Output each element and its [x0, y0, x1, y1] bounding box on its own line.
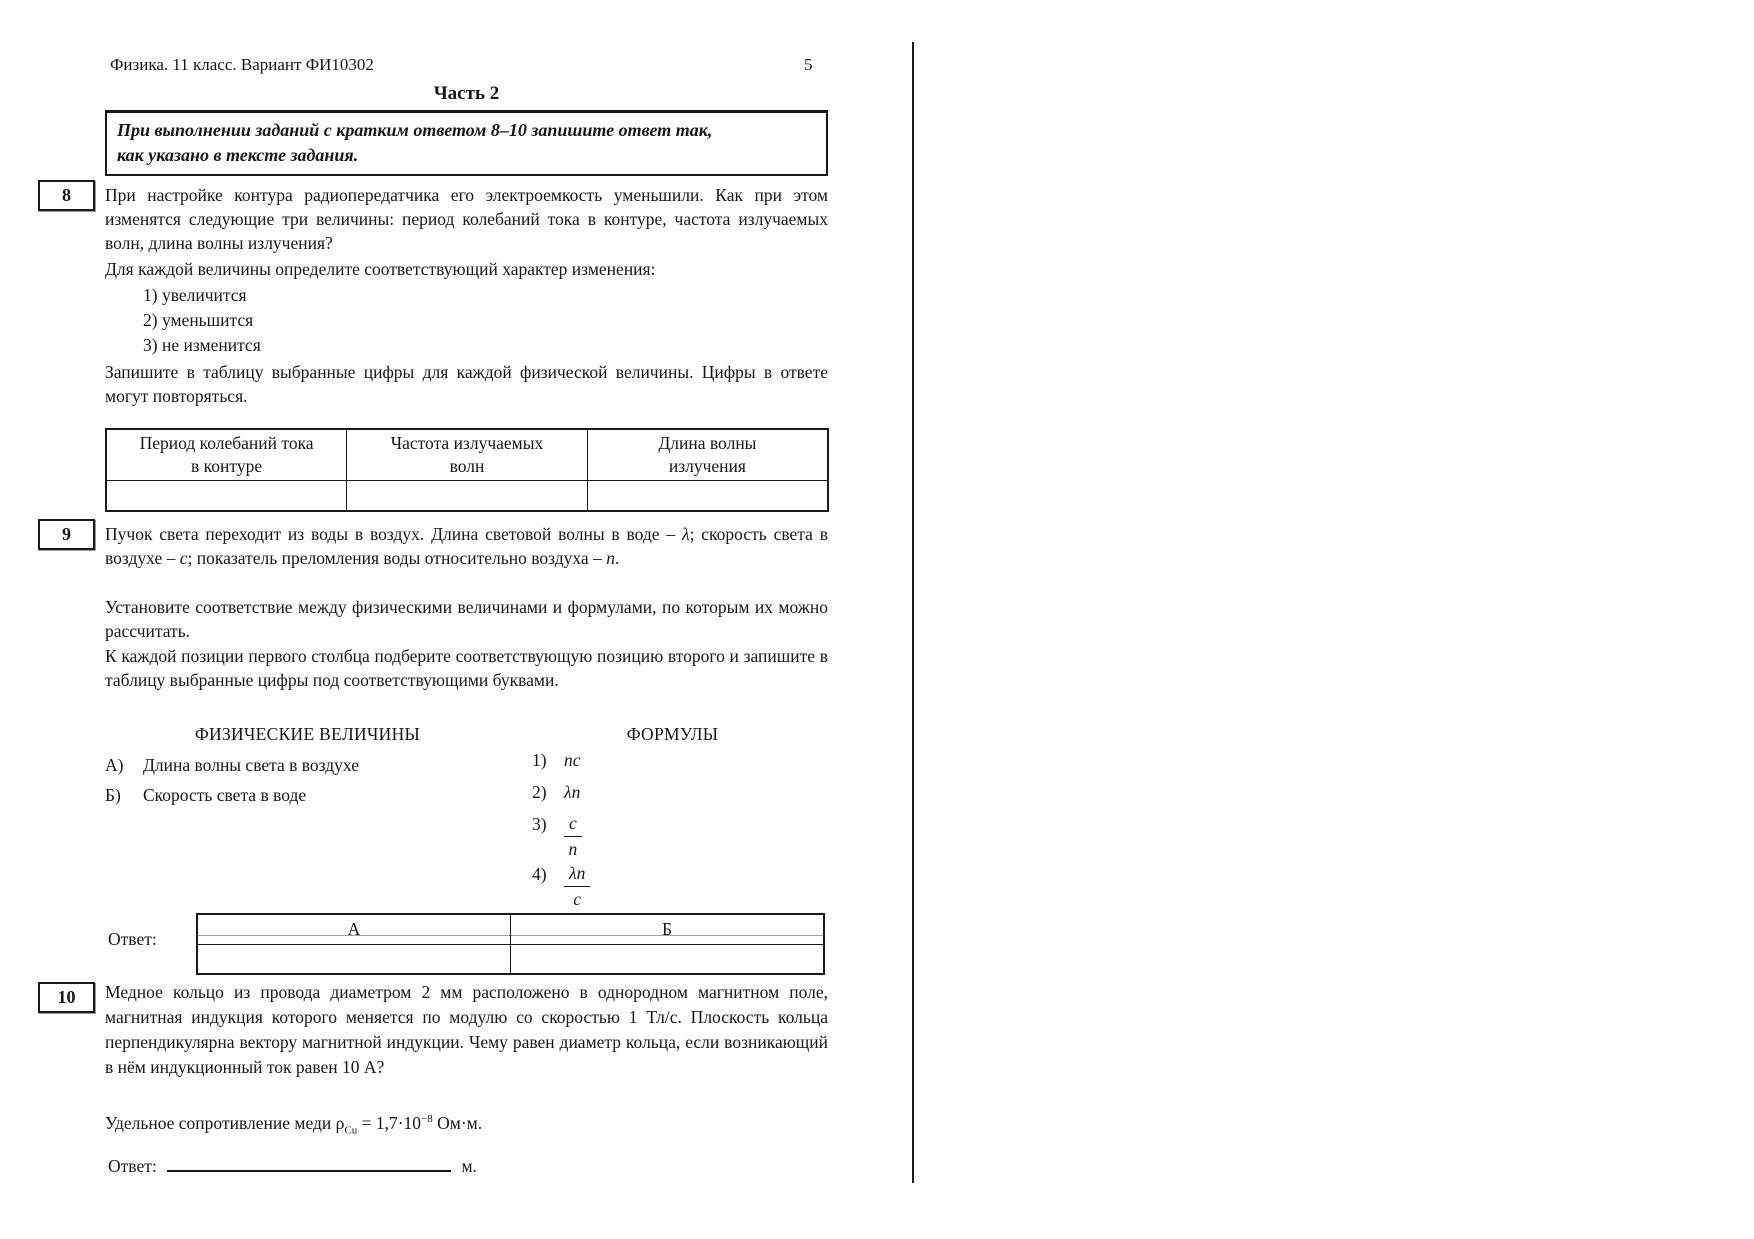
question-8-number: 8 [62, 185, 71, 205]
c-symbol: c [179, 548, 188, 568]
question-9-write-note: К каждой позиции первого столбца подберите соответствующую позицию второго и запишите в таблицу выбранные цифры под соответствующими буквами. [105, 646, 828, 690]
formula-number: 3) [532, 814, 547, 834]
question-10-text: Медное кольцо из провода диаметром 2 мм расположено в однородном магнитном поле, магнитная индукция которого меняется по модулю со скоростью 1 Тл/с. Плоскость кольца перпендикулярна вектору магнитной индукции. Чему равен диаметр кольца, если возникающий в нём индукционный ток равен 10 А? [105, 982, 828, 1077]
text-segment: Ом·м. [432, 1112, 483, 1133]
formula-number: 1) [532, 750, 547, 770]
question-8-number-box [38, 180, 95, 211]
question-10-number: 10 [57, 987, 76, 1007]
text-segment: . [614, 548, 620, 568]
quantity-item-a [105, 750, 359, 780]
quantity-label: Б) [105, 785, 121, 805]
answer-cell-period [106, 481, 347, 512]
answer-table-header-row [197, 914, 824, 945]
question-9-answer-table [196, 913, 825, 975]
text-segment: ; показатель преломления воды относительно воздуха – [187, 548, 607, 568]
column-header-period [106, 429, 347, 481]
instruction-line: При выполнении заданий с кратким ответом 8–10 запишите ответ так, [117, 120, 713, 140]
header-line: Частота излучаемых [390, 433, 544, 453]
fraction-denominator: n [568, 839, 578, 859]
header-line: Период колебаний тока [139, 433, 314, 453]
question-8-answer-table [105, 428, 829, 512]
option-no-change: 3) не изменится [143, 335, 261, 355]
answer-unit: м. [461, 1156, 477, 1176]
answer-cell-b [511, 945, 825, 975]
page-edge-divider [912, 42, 914, 1183]
text-segment: ; скорость света в воздухе – [105, 524, 829, 568]
fraction [564, 812, 582, 861]
column-header-wavelength [587, 429, 828, 481]
quantity-text: Длина волны света в воздухе [143, 755, 359, 775]
answer-column-a: А [197, 914, 511, 945]
header-line: в контуре [191, 456, 263, 476]
page-number: 5 [804, 55, 813, 74]
quantities-column-header: ФИЗИЧЕСКИЕ ВЕЛИЧИНЫ [194, 724, 421, 744]
question-9-number-box [38, 519, 95, 550]
fraction-numerator: λn [564, 862, 590, 887]
answer-row [197, 945, 824, 975]
lambda-symbol: λ [682, 524, 690, 544]
quantity-label: А) [105, 755, 124, 775]
document-title: Физика. 11 класс. Вариант ФИ10302 [110, 55, 374, 74]
formula-number: 2) [532, 782, 547, 802]
part-title: Часть 2 [433, 83, 500, 104]
instruction-line: как указано в тексте задания. [117, 145, 359, 165]
answer-cell-wavelength [587, 481, 828, 512]
formula-1 [532, 748, 581, 772]
answer-row [106, 481, 828, 512]
formula-number: 4) [532, 864, 547, 884]
question-8-options [143, 283, 261, 358]
question-9-text [105, 522, 828, 570]
answer-column-b: Б [511, 914, 825, 945]
formula-value: λn [564, 782, 581, 802]
option-increase: 1) увеличится [143, 285, 247, 305]
formula-3 [532, 812, 582, 861]
quantity-text: Скорость света в воде [143, 785, 307, 805]
n-symbol: n [606, 548, 615, 568]
answer-cell-a [197, 945, 511, 975]
question-9-answer-label: Ответ: [108, 929, 157, 949]
text-segment: Пучок света переходит из воды в воздух. Длина световой волны в воде – [105, 524, 682, 544]
formulas-column-header: ФОРМУЛЫ [626, 724, 719, 744]
formula-value: nc [564, 750, 581, 770]
fraction-numerator: c [564, 812, 582, 837]
fraction [564, 862, 590, 911]
question-10-answer-label: Ответ: [108, 1156, 157, 1176]
instruction-box [105, 110, 828, 176]
question-9-number: 9 [62, 524, 71, 544]
quantity-item-b [105, 780, 306, 810]
table-header-row [106, 429, 828, 481]
fraction-denominator: c [573, 889, 582, 909]
question-8-instruction: Для каждой величины определите соответствующий характер изменения: [105, 259, 656, 279]
answer-blank [167, 1152, 451, 1172]
formula-4 [532, 862, 590, 911]
superscript-exponent: −8 [421, 1113, 433, 1125]
question-8-write-note: Запишите в таблицу выбранные цифры для каждой физической величины. Цифры в ответе могут повторяться. [105, 362, 828, 406]
header-line: излучения [668, 456, 746, 476]
question-9-match-note: Установите соответствие между физическими величинами и формулами, по которым их можно рассчитать. [105, 597, 828, 641]
answer-cell-frequency [347, 481, 588, 512]
column-header-frequency [347, 429, 588, 481]
option-decrease: 2) уменьшится [143, 310, 254, 330]
formula-2 [532, 780, 580, 804]
header-line: волн [449, 456, 485, 476]
text-segment: = 1,7·10 [357, 1112, 422, 1133]
question-10-answer-line [108, 1152, 477, 1177]
header-line: Длина волны [658, 433, 757, 453]
question-10-number-box [38, 982, 95, 1013]
text-segment: Удельное сопротивление меди ρ [105, 1112, 345, 1133]
question-10-resistivity-line [105, 1107, 828, 1142]
question-8-text: При настройке контура радиопередатчика его электроемкость уменьшили. Как при этом изменятся следующие три величины: период колебаний тока в контуре, частота излучаемых волн, длина волны излучения? [105, 185, 828, 253]
subscript-cu: Cu [344, 1124, 358, 1137]
